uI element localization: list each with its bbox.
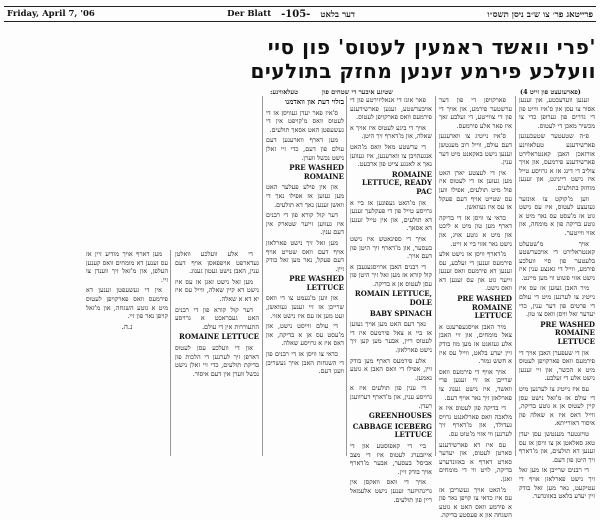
article-column-4	[266, 96, 344, 458]
paragraph: ווען מ'קוקט צו אונזער געזעצע לעטוס, איז עס נישט גוט אז מ'עסט עס נאר מיט א גוטע בדיקה פון א מומחה, און אזוי ווייטער.	[519, 194, 595, 237]
paragraph: זענען וועדעכטע, און זענען אסור צו עסן און ס'איז ווייט פון די גדרים פון גערופן כדי צו מכשיר מאכן די לעטוס.	[519, 96, 595, 130]
paper-name-latin: Der Blatt	[227, 9, 272, 19]
latin-term: PRE WASHED ROMAINE LETTUCE	[457, 294, 512, 321]
paragraph: די רבנים האבן ארויסגעגעבן א קול קורא אז מען זאל זיך היטן פון עסן לעטוס אן א בדיקה.	[350, 262, 432, 288]
paragraph: אין די לעצטע יארן האט מען געזען אז די לעטוס איז פול מיט תולעים, אפילו ווען עס שטייט אויף דעם פעקל אז עס איז געוואשן.	[439, 168, 512, 212]
byline-middle: שטיגע איבער די שטחים פון	[322, 88, 393, 96]
article-column-1	[519, 96, 595, 501]
masthead-bar	[4, 6, 596, 22]
paragraph: ביי די קאפוסטע און די אייזבערג לעטוס איז די מצב אביסל בעסער, אבער מ'דארף אויך בודק זיין.	[350, 441, 432, 476]
paragraph: די עולם ווייסט נישט, און מ'עסט עס אן א בדיקה, און דאס איז א גרויסע שאלה.	[266, 322, 344, 348]
paragraph: און אין פילע פעלער האט מען געזען אז אפילו נאך די וואשן זענען נאך דא תולעים.	[266, 183, 344, 209]
masthead-center	[227, 9, 355, 20]
latin-term: BABY SPINACH	[369, 308, 432, 318]
paragraph: מען זאל נישט זאגן אז עס איז נישט דא קיין שאלה, ווייל עס איז יא דא א שאלה.	[175, 277, 259, 303]
article-column-2	[439, 96, 512, 520]
byline-continued: (פארעזעצט פון זייט 4)	[520, 88, 581, 96]
paragraph: די בדיקה פון לעטוס איז א מלאכה וואס פארלאנגט גרויס געדולד, און מ'דארף זיך לערנען ווי אזוי מ'טוט עס.	[439, 404, 512, 438]
paragraph: און ווען מ'נעמט צו די וואס שרייבן אז זיי זענען געוואשן, זעט מען אז עס איז נישט אזוי.	[266, 294, 344, 320]
article-column-3	[350, 96, 432, 504]
column-rule	[262, 96, 263, 456]
paragraph: אויך די וואס וואקסן אין גרינהויזער זענען נישט אלעמאל ריין פון תולעים.	[350, 478, 432, 504]
article-headline	[244, 35, 596, 83]
paragraph: אלע פירמעס דארף מען בודק זיין, אפילו די וואס האבן א גוטע נאמען.	[350, 356, 432, 382]
page-number: -105-	[281, 8, 311, 20]
latin-term: PRE WASHED LETTUCE	[289, 274, 344, 292]
column-rule	[515, 96, 516, 456]
paragraph: אויך די ביגע לעטוס איז אויך א שאלה, און מ'דארף זיך היטן.	[350, 123, 432, 141]
column-rule	[435, 96, 436, 456]
paragraph: די רבנים שרייבן אז מען זאל זיך נישט פארלאזן אויף די עטיקעט, נאר מען זאל בודק זיין יעדע בלאט באזונדער.	[519, 466, 595, 501]
paragraph: מען דארף ווארענען דעם עולם פון דעם, כדי זיי זאלן נישט נכשל ווערן.	[266, 136, 344, 162]
headline-line-2: וועלכע פירמע זענען מחזק בתולעים	[250, 59, 596, 83]
paper-name-yiddish: דער בלאט	[320, 9, 356, 20]
paragraph: די ענין פון תולעים איז א גרויסע ענין, און מ'דארף דערוועגן רעדן.	[350, 384, 432, 410]
latin-term: CABBAGE ICEBERG LETTUCE	[352, 421, 432, 440]
paragraph: און מ'האט געפונען אז ביי א גרויסע טייל פון די פעקלעך זענען דא תולעים, און אין טייל זענען דא אסאך.	[350, 198, 432, 233]
paragraph: ס'איז נייטיג צו ווארענען דעם עולם, ווייל רוב מענטשן זענען נישט באקאנט מיט דער ענין.	[439, 132, 512, 167]
paragraph: די אלע וועלכע וואלטן געדארפט אויפפאסן אויף דעם ענין, האבן נישט געטון גענוג.	[175, 250, 259, 276]
paragraph: עס איז נייטיג צו לערנען מיט די עולם אז מ'זאל נישט עסן קיין לעטוס אן א גוטע בדיקה, ווייל דאס איז א שאלה פון איסור דאורייתא.	[519, 385, 595, 428]
paragraph: מ'דארף וויסן אז נישט אלע פירמעס זענען די זעלבע, עס זענען דא פירמעס וואס זענען זייער גוט און עס זענען דא וואס נישט.	[439, 250, 512, 293]
paragraph: מען דארף אויך מודיע זיין אז עס זענען דא מומחים וואס קענען העלפן, און מ'זאל זיך ווענדן צו זיי.	[86, 250, 168, 284]
paragraph: מען זאל זיך נישט פארלאזן אויף דעם וואס שטייט אויף דעם פעקל, נאר מען זאל בודק זיין.	[266, 238, 344, 273]
paragraph: פ״ה שטעטער שטעכעגען פארשידענע טעלאווינע אורזאכן האבן קאנטראלירט פארשידענע פירמעס, און אויך צוליב די דינג אז א גרויסע טייל איז נישט רייניגט, און זענען מוחזק בתולעים.	[519, 132, 595, 192]
paragraph: מיר האבן אויסגעפרעגט א צאל מומחים, און זיי האבן אלע געזאגט אז מען מוז בודק זיין יעדע בלאט, ווייל עס איז א חשש גמור.	[439, 322, 512, 366]
article-column-5	[175, 250, 259, 458]
paragraph: אויך אויף די פירמעס וואס שרייבן אז זיי זענען פרי וואשד, איז נישט גענוג צו פארלאזן זיך נאר אויף דעם.	[439, 367, 512, 402]
paragraph: און די וועלכע עסן לעטוס דארפן זיך לערנען די הלכות פון בדיקת תולעים, כדי זיי זאלן נישט נכשל ווערן אין דעם איסור.	[175, 343, 259, 378]
column-rule	[346, 96, 347, 456]
latin-term: ROMAINE LETTUCE, READY PAC	[362, 169, 432, 196]
byline-left: טעלאווינע:	[270, 88, 299, 96]
paragraph: און די שעפערן האבן אויך די פירמעס וואס פארקויפן לעטוס מיט א הכשר, און זיי זענען נישט אלע די זעלבע.	[519, 348, 595, 383]
paragraph: דער קול קורא פון די רבנים איז געווען זייער שטארק אין דעם ענין.	[266, 211, 344, 237]
paragraph: ס'איז פאר יעדן געוויסן אז די לעטוס וואס מ'קויפט אין די געשעפטן האט אסאך תולעים.	[266, 108, 344, 134]
issue-date: Friday, April 7, '06	[7, 9, 95, 19]
paragraph: אין די געשעפטן זענען דא פירמעס וואס פארקויפן לעטוס מיט א גוטע השגחה, און מ'זאל קויפן נאר פון זיי.	[86, 286, 168, 321]
paragraph: מ'האט אויך געשריבן אז עס איז כדאי צו קויפן נאר פון א פירמע וואס האט א גוטע השגחה און א פעסטע בדיקה.	[439, 485, 512, 520]
paragraph: נאך דעם האט מען אויך געזען אז ביי א צאל פירמעס איז די לעטוס ריין, אבער מען קען זיך נישט פארלאזן.	[350, 320, 432, 355]
latin-term: GREENHOUSES	[368, 411, 432, 421]
paragraph: דער קול קורא פון די רבנים האט געבראכט א גרויסע התעוררות אין די עולם.	[175, 305, 259, 331]
paragraph: פאר אונז די אנאליזירטע פון די אויבערשטע, זענען פארשידענע פירמעס וואס פארקויפן לעטוס.	[350, 96, 432, 122]
paragraph: עס איז דא פארשידענע סארטן לעטוס, און יעדער סארט דארף א באזונדערע בדיקה, לויט ווי די מומחים זאגן.	[439, 440, 512, 483]
latin-term: ROMAIN LETTUCE, DOLE	[354, 289, 432, 308]
paragraph: כדאי צו וויסן אז די רבנים פון די השגחות האבן אויך געשריבן וועגן דעם.	[266, 350, 344, 376]
paragraph: די ערשטע מאל וואס מ'האט אנגעהויבן צו ווארענען, איז געווען נאך א לאנגע צייט פון ארבעט.	[350, 142, 432, 169]
latin-term: PRE WASHED ROMAINE	[289, 163, 344, 181]
end-mark: נ.ה.	[121, 322, 133, 331]
section-subhead: בזלוי דעת און וואדמנו	[285, 97, 344, 106]
article-column-6	[86, 250, 168, 458]
paragraph: מיר האבן געזען אז עס איז נייטיג צו לערנען מיט די עולם די פרטים פון דער ענין, כדי יעדער זאל וויסן וואס צו טון.	[519, 284, 595, 319]
paragraph: פארקויפן די פון דער ערשטער פירמע, און אויך די פון די צווייטע, די זעלבע זאך איז פאר אלע פירמעס.	[439, 96, 512, 130]
paragraph: אויך מ'שטעלט קאנטראלירט די אויבערשטע בלעטער פון סיי וועלכע פירמע, ווייל די גאנצע ענין איז נישט אזוי פשוט ווי מען מיינט.	[519, 239, 595, 282]
latin-term: PRE WASHED ROMAINE LETTUCE	[540, 319, 595, 347]
paragraph: כדאי צו וויסן אז די בדיקה דארף מען טון מיט א ליכט און מיט א גוטע אויג, און נישט נאר אזוי ביי א זייט.	[439, 213, 512, 248]
latin-term: ROMAINE LETTUCE	[179, 332, 259, 342]
paragraph: אויך די ספינאטש איז נישט בעסער, און מ'דארף זיך היטן פון דעם אויך.	[350, 234, 432, 261]
column-rule	[170, 250, 171, 456]
issue-date-hebrew: פרייטאג פר׳ צו ש״ב ניסן תשס״ו	[487, 9, 593, 20]
paragraph: טויזנטער מענטשן עסן יעדן טאג סאלאטן אן צו וויסן אז עס זענען דא תולעים, און מ'דארף זיך היטן פון דעם.	[519, 429, 595, 464]
headline-line-1: 'פרי וואשד ראמעין לעטוס' פון סיי	[267, 35, 596, 59]
